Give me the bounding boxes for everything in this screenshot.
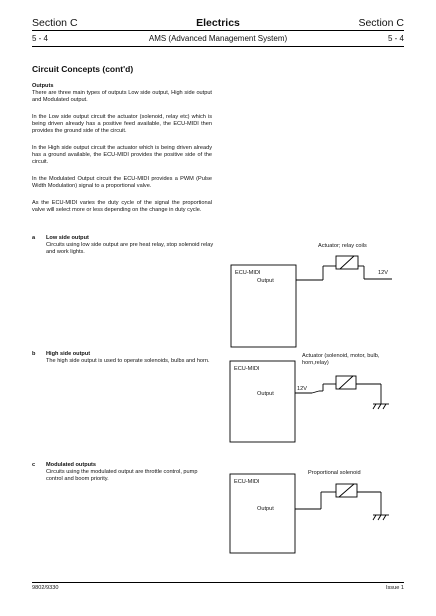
page-number-right: 5 - 4 bbox=[387, 34, 404, 43]
item-a-title: Low side output bbox=[46, 235, 89, 241]
actuator-label-a: Actuator; relay coils bbox=[318, 243, 367, 249]
item-b-letter: b bbox=[32, 351, 36, 357]
outputs-paragraph-3: In the High side output circuit the actuator which is being driven already has a ground available, the ECU-MIDI provides the positive side of the circuit. bbox=[32, 145, 212, 166]
item-b-title: High side output bbox=[46, 351, 91, 357]
outputs-paragraph-2: In the Low side output circuit the actuator (solenoid, relay etc) which is being driven already has a positive feed available, the ECU-MIDI then provides the ground side of the circuit. bbox=[32, 114, 212, 135]
outputs-paragraph-5: As the ECU-MIDI varies the duty cycle of the signal the proportional valve will select more or less depending on the change in duty cycle. bbox=[32, 200, 212, 214]
actuator-label-b: Actuator (solenoid, motor, bulb, horn,relay) bbox=[302, 353, 380, 366]
ecu-label-b: ECU-MIDI bbox=[234, 366, 260, 372]
section-heading: Circuit Concepts (cont'd) bbox=[32, 64, 134, 74]
item-c-letter: c bbox=[32, 462, 36, 468]
ecu-label-c: ECU-MIDI bbox=[234, 479, 260, 485]
item-b-text: The high side output is used to operate solenoids, bulbs and horn. bbox=[46, 358, 210, 364]
ecu-box-b bbox=[230, 361, 295, 442]
section-label-right: Section C bbox=[358, 17, 404, 29]
output-label-c: Output bbox=[257, 506, 274, 512]
outputs-title: Outputs bbox=[32, 83, 54, 89]
actuator-label-c: Proportional solenoid bbox=[308, 470, 361, 476]
output-label-a: Output bbox=[257, 278, 274, 284]
item-a-text: Circuits using low side output are pre heat relay, stop solenoid relay and work lights. bbox=[46, 242, 214, 256]
ecu-label-a: ECU-MIDI bbox=[235, 270, 261, 276]
voltage-label-b: 12V bbox=[297, 386, 307, 392]
page-number-left: 5 - 4 bbox=[32, 34, 49, 43]
modulated-diagram bbox=[230, 474, 389, 553]
issue-label: Issue 1 bbox=[385, 585, 404, 591]
item-a-letter: a bbox=[32, 235, 36, 241]
outputs-paragraph-1: There are three main types of outputs Low side output, High side output and Modulated output. bbox=[32, 90, 212, 104]
page-subtitle: AMS (Advanced Management System) bbox=[148, 34, 288, 43]
voltage-label-a: 12V bbox=[378, 270, 388, 276]
item-c-title: Modulated outputs bbox=[46, 462, 97, 468]
footer-rule bbox=[32, 582, 404, 583]
outputs-paragraph-4: In the Modulated Output circuit the ECU-MIDI provides a PWM (Pulse Width Modulation) signal to a proportional valve. bbox=[32, 176, 212, 190]
section-label-left: Section C bbox=[32, 17, 78, 29]
item-c-text: Circuits using the modulated output are throttle control, pump control and boom priority. bbox=[46, 469, 198, 483]
page-title: Electrics bbox=[196, 17, 240, 29]
output-label-b: Output bbox=[257, 391, 274, 397]
high-side-diagram bbox=[230, 361, 389, 442]
ecu-box-c bbox=[230, 474, 295, 553]
doc-number: 9802/9330 bbox=[32, 585, 59, 591]
